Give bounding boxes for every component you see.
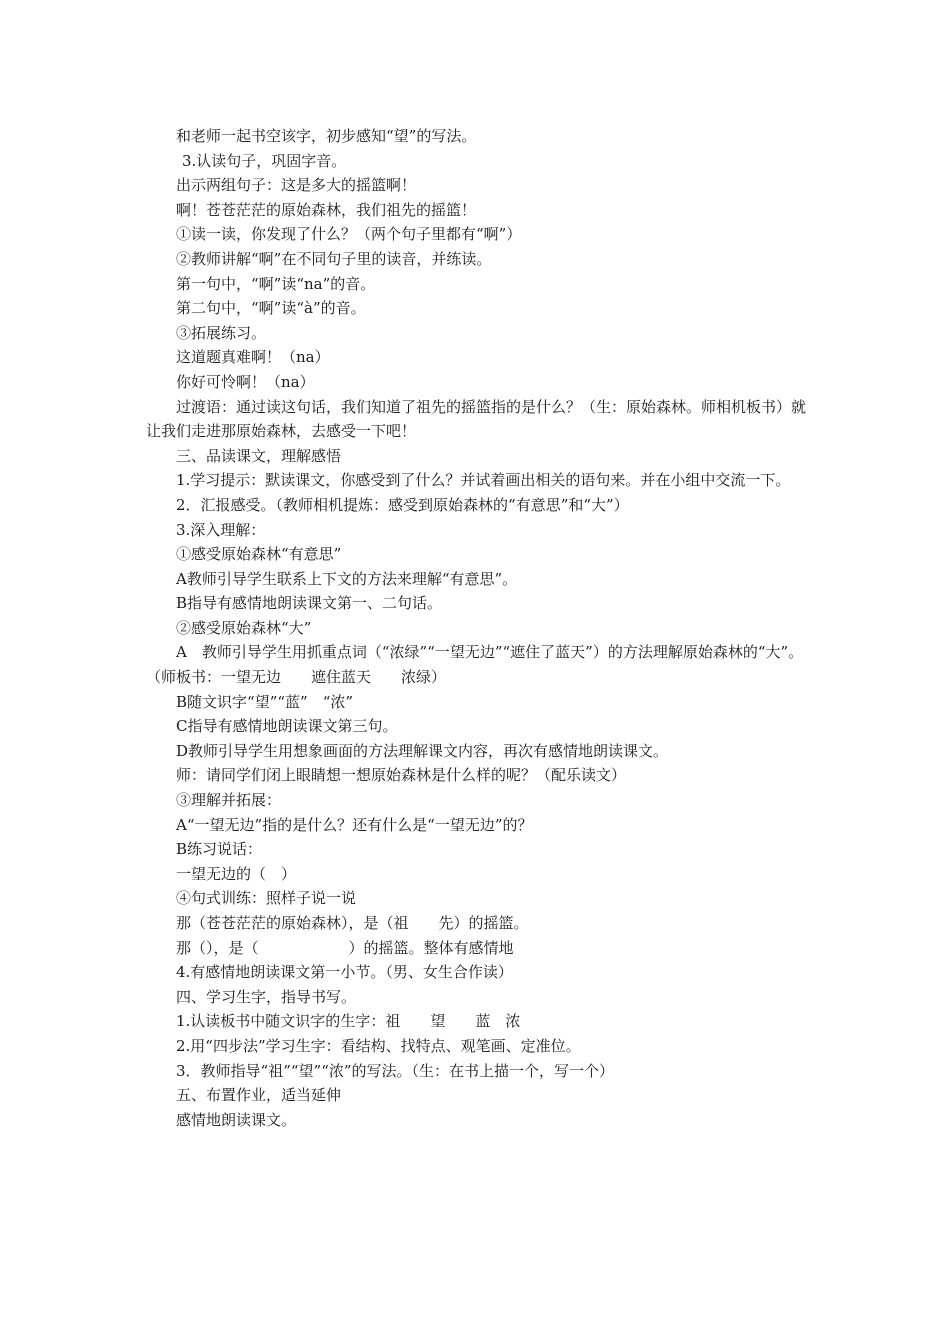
text-line: 师：请同学们闭上眼睛想一想原始森林是什么样的呢？（配乐读文） xyxy=(176,766,627,785)
text-line: C指导有感情地朗读课文第三句。 xyxy=(176,717,398,736)
text-line: 感情地朗读课文。 xyxy=(176,1110,297,1129)
text-line: ④句式训练：照样子说一说 xyxy=(176,889,357,908)
text-line: 和老师一起书空该字，初步感知“望”的写法。 xyxy=(176,127,477,145)
text-line: 你好可怜啊！（na） xyxy=(176,372,315,391)
section-heading: 五、布置作业，适当延伸 xyxy=(176,1086,342,1105)
text-line: 出示两组句子：这是多大的摇篮啊！ xyxy=(176,176,417,195)
text-line: 第二句中，“啊”读“à”的音。 xyxy=(176,299,366,318)
text-paragraph: A 教师引导学生用抓重点词（“浓绿”“一望无边”“遮住了蓝天”）的方法理解原始森林的“大”。（师板书：一望无边 遮住蓝天 浓绿） xyxy=(146,643,804,687)
text-line: 3.认读句子，巩固字音。 xyxy=(182,151,347,170)
text-line: 这道题真难啊！（na） xyxy=(176,348,330,367)
text-line: A“一望无边”指的是什么？还有什么是“一望无边”的？ xyxy=(176,815,533,834)
text-line: 1.认读板书中随文识字的生字：祖 望 蓝 浓 xyxy=(176,1012,521,1031)
document-body xyxy=(146,124,810,1132)
section-heading: 四、学习生字，指导书写。 xyxy=(176,987,357,1006)
text-line: 4.有感情地朗读课文第一小节。（男、女生合作读） xyxy=(176,963,513,982)
text-paragraph: 1.学习提示：默读课文，你感受到了什么？并试着画出相关的语句来。并在小组中交流一下。 xyxy=(176,471,791,490)
section-heading: 三、品读课文，理解感悟 xyxy=(176,446,342,465)
text-line: ①读一读，你发现了什么？（两个句子里都有“啊”） xyxy=(176,225,522,244)
text-line: 第一句中，“啊”读“na”的音。 xyxy=(176,274,376,293)
text-line: 2．汇报感受。（教师相机提炼：感受到原始森林的“有意思”和“大”） xyxy=(176,495,629,514)
text-paragraph: 过渡语：通过读这句话，我们知道了祖先的摇篮指的是什么？（生：原始森林。师相机板书）就让我们走进那原始森林，去感受一下吧！ xyxy=(146,397,807,441)
text-line: 啊！苍苍茫茫的原始森林，我们祖先的摇篮！ xyxy=(176,200,477,219)
text-line: ①感受原始森林“有意思” xyxy=(176,545,342,564)
text-line: ③理解并拓展： xyxy=(176,791,282,810)
text-line: B指导有感情地朗读课文第一、二句话。 xyxy=(176,594,443,613)
text-line: ②教师讲解“啊”在不同句子里的读音，并练读。 xyxy=(176,249,492,268)
text-line: 3.深入理解： xyxy=(176,520,266,539)
text-line: 3．教师指导“祖”“望”“浓”的写法。（生：在书上描一个，写一个） xyxy=(176,1061,615,1080)
text-line: A教师引导学生联系上下文的方法来理解“有意思”。 xyxy=(176,569,518,588)
text-line: ③拓展练习。 xyxy=(176,323,267,342)
text-line: 一望无边的（ ） xyxy=(176,864,297,883)
text-line: B练习说话： xyxy=(176,840,263,859)
text-line: 那（苍苍茫茫的原始森林），是（祖 先）的摇篮。 xyxy=(176,914,529,932)
text-line: ②感受原始森林“大” xyxy=(176,618,312,637)
text-line: D教师引导学生用想象画面的方法理解课文内容，再次有感情地朗读课文。 xyxy=(176,741,669,760)
text-line: 那（），是（ ）的摇篮。整体有感情地 xyxy=(176,938,514,957)
text-line: 2.用“四步法”学习生字：看结构、找特点、观笔画、定准位。 xyxy=(176,1036,581,1055)
text-line: B随文识字“望”“蓝” “浓” xyxy=(176,692,354,711)
